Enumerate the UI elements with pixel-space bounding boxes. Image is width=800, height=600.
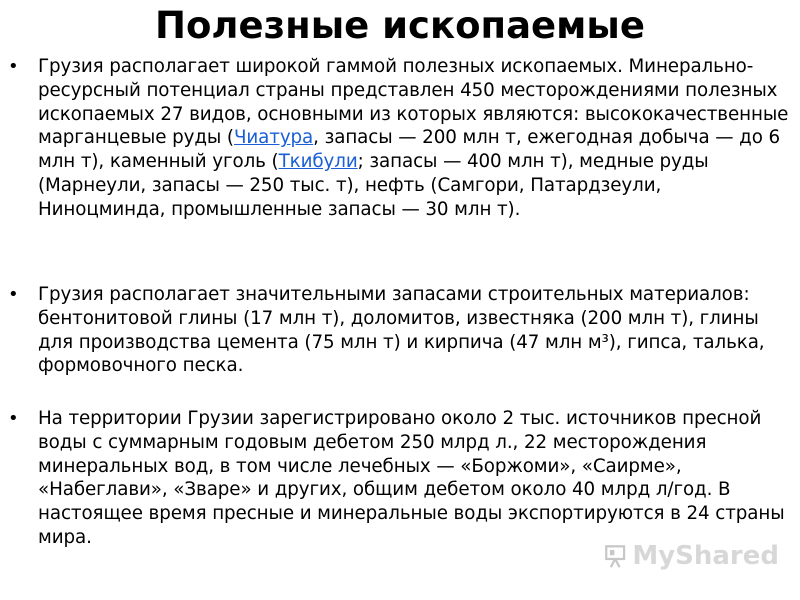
watermark-text: MyShared — [632, 541, 779, 571]
bullet-marker: • — [8, 408, 19, 429]
bullet-text-construction: Грузия располагает значительными запасами строительных материалов: бентонитовой глины (17 млн т), доломитов, известняка (200 млн т), глины для производства цемента (75 млн т) и кирпича (47 млн м³), гипса, талька, формовочного песка. — [38, 284, 765, 377]
bullet-text-water: На территории Грузии зарегистрировано около 2 тыс. источников пресной воды с суммарным годовым дебетом 250 млрд л., 22 месторождения минеральных вод, в том числе лечебных — «Боржоми», «Саирме», «Набеглави», «Зваре» и других, общим дебетом около 40 млрд л/год. В настоящее время пресные и минеральные воды экспортируются в 24 страны мира. — [38, 408, 785, 548]
bullet-marker: • — [8, 284, 19, 305]
bullet-text-minerals: Грузия располагает широкой гаммой полезных ископаемых. Минерально-ресурсный потенциал страны представлен 450 месторождениями полезных ископаемых 27 видов, основными из которых являются: высококачественные марганцевые руды (Чиатура, запасы — 200 млн т, ежегодная добыча — до 6 млн т), каменный уголь (Ткибули; запасы — 400 млн т), медные руды (Марнеули, запасы — 250 тыс. т), нефть (Самгори, Патардзеули, Ниноцминда, промышленные запасы — 30 млн т). — [38, 56, 789, 220]
slide-title: Полезные ископаемые — [155, 4, 645, 47]
bullet-marker: • — [8, 56, 19, 77]
link-chiatura[interactable]: Чиатура — [233, 127, 314, 149]
link-tkibuli[interactable]: Ткибули — [278, 151, 358, 173]
watermark — [604, 536, 779, 576]
presentation-board-icon — [604, 540, 626, 572]
